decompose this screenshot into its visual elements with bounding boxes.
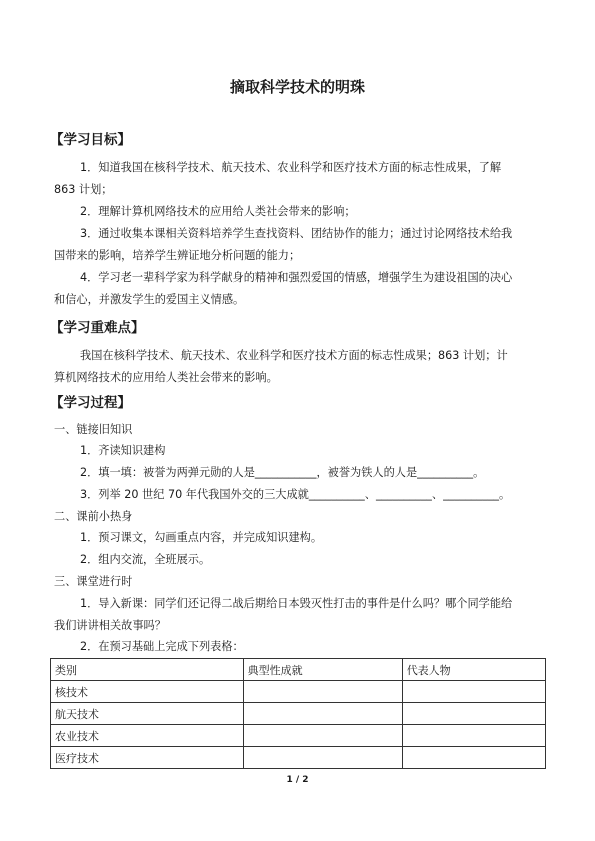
table-header-cell: 类别: [51, 659, 244, 681]
process-subheading-3: 三、课堂进行时: [54, 575, 133, 588]
table-header-row: [51, 659, 546, 681]
table-cell: [402, 703, 545, 725]
process-line-3-2: 2．在预习基础上完成下列表格：: [80, 640, 244, 653]
table-row: [51, 681, 546, 703]
process-line-1-3: 3．列举 20 世纪 70 年代我国外交的三大成就__________、__________、__________。: [80, 488, 511, 501]
goal-line-4: 4．学习老一辈科学家为科学献身的精神和强烈爱国的情感，增强学生为建设祖国的决心: [80, 271, 513, 284]
table-cell: 农业技术: [51, 725, 244, 747]
table-cell: [243, 725, 402, 747]
goal-line-1: 1．知道我国在核科学技术、航天技术、农业科学和医疗技术方面的标志性成果，了解: [80, 161, 502, 174]
table-cell: [243, 703, 402, 725]
process-line-3-1-cont: 我们讲讲相关故事吗？: [54, 619, 166, 632]
goal-line-3: 3．通过收集本课相关资料培养学生查找资料、团结协作的能力；通过讨论网络技术给我: [80, 227, 513, 240]
key-point-line-2: 算机网络技术的应用给人类社会带来的影响。: [54, 371, 278, 384]
table-cell: 核技术: [51, 681, 244, 703]
table-cell: [402, 681, 545, 703]
table-cell: [402, 747, 545, 769]
table-row: [51, 725, 546, 747]
table-cell: 医疗技术: [51, 747, 244, 769]
page-title: 摘取科学技术的明珠: [229, 78, 365, 96]
process-line-2-2: 2．组内交流，全班展示。: [80, 553, 211, 566]
process-subheading-1: 一、链接旧知识: [54, 423, 133, 436]
table-header-cell: 代表人物: [402, 659, 545, 681]
section-heading-goals: 【学习目标】: [50, 132, 131, 148]
process-line-1-1: 1．齐读知识建构: [80, 444, 166, 457]
key-point-line-1: 我国在核科学技术、航天技术、农业科学和医疗技术方面的标志性成果；863 计划；计: [80, 349, 508, 362]
table-cell: [402, 725, 545, 747]
table-header-cell: 典型性成就: [243, 659, 402, 681]
process-line-2-1: 1．预习课文，勾画重点内容，并完成知识建构。: [80, 531, 323, 544]
section-heading-process: 【学习过程】: [50, 395, 131, 411]
goal-line-4-cont: 和信心，并激发学生的爱国主义情感。: [54, 293, 245, 306]
table-cell: 航天技术: [51, 703, 244, 725]
goal-line-2: 2．理解计算机网络技术的应用给人类社会带来的影响；: [80, 205, 356, 218]
goal-line-3-cont: 国带来的影响，培养学生辨证地分析问题的能力；: [54, 249, 301, 262]
process-line-3-1: 1．导入新课：同学们还记得二战后期给日本毁灭性打击的事件是什么吗？哪个同学能给: [80, 597, 513, 610]
table-cell: [243, 747, 402, 769]
table-cell: [243, 681, 402, 703]
achievements-table: [50, 658, 546, 769]
table-row: [51, 747, 546, 769]
table-row: [51, 703, 546, 725]
process-subheading-2: 二、课前小热身: [54, 510, 133, 523]
page-number: 1 / 2: [286, 775, 309, 785]
goal-line-1-cont: 863 计划；: [54, 183, 113, 196]
section-heading-key-points: 【学习重难点】: [50, 320, 145, 336]
process-line-1-2: 2．填一填：被誉为两弹元勋的人是___________，被誉为铁人的人是__________。: [80, 466, 485, 479]
